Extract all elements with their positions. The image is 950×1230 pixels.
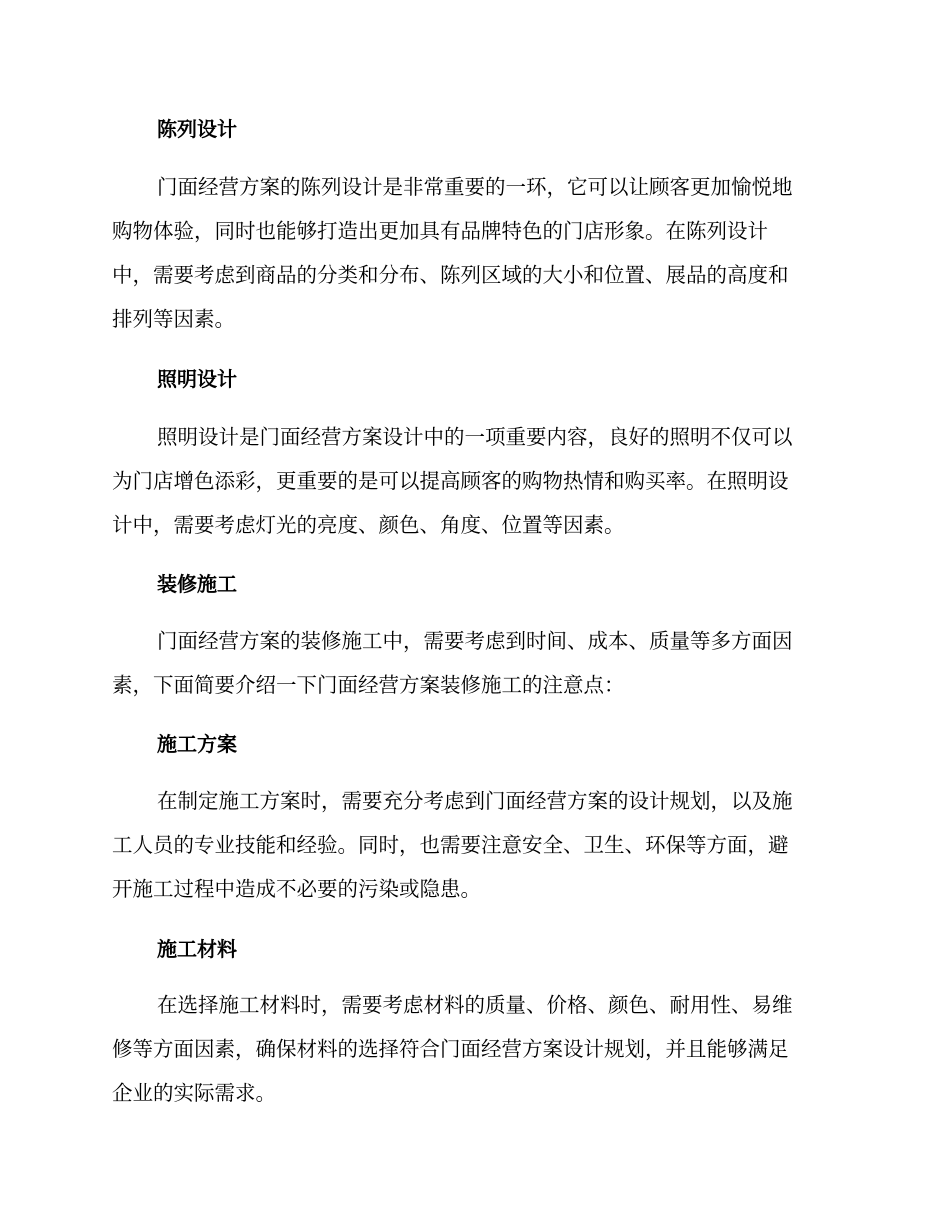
section-heading: 照明设计 xyxy=(157,367,237,391)
paragraph-line: 在制定施工方案时，需要充分考虑到门面经营方案的设计规划，以及施 xyxy=(157,789,793,813)
paragraph-line: 计中，需要考虑灯光的亮度、颜色、角度、位置等因素。 xyxy=(112,513,625,537)
section-paragraph xyxy=(112,415,842,547)
paragraph-line: 中，需要考虑到商品的分类和分布、陈列区域的大小和位置、展品的高度和 xyxy=(112,263,789,287)
paragraph-line: 工人员的专业技能和经验。同时，也需要注意安全、卫生、环保等方面，避 xyxy=(112,833,789,857)
section-heading: 施工方案 xyxy=(157,732,237,756)
section-heading: 施工材料 xyxy=(157,937,237,961)
section-paragraph xyxy=(112,983,842,1115)
paragraph-line: 为门店增色添彩，更重要的是可以提高顾客的购物热情和购买率。在照明设 xyxy=(112,469,789,493)
paragraph-line: 购物体验，同时也能够打造出更加具有品牌特色的门店形象。在陈列设计 xyxy=(112,219,768,243)
section-paragraph xyxy=(112,619,842,707)
section-heading: 陈列设计 xyxy=(157,117,237,141)
paragraph-line: 在选择施工材料时，需要考虑材料的质量、价格、颜色、耐用性、易维 xyxy=(157,993,793,1017)
paragraph-line: 门面经营方案的装修施工中，需要考虑到时间、成本、质量等多方面因 xyxy=(157,629,793,653)
section-paragraph xyxy=(112,779,842,911)
paragraph-line: 照明设计是门面经营方案设计中的一项重要内容，良好的照明不仅可以 xyxy=(157,425,793,449)
paragraph-line: 素，下面简要介绍一下门面经营方案装修施工的注意点： xyxy=(112,673,625,697)
paragraph-line: 修等方面因素，确保材料的选择符合门面经营方案设计规划，并且能够满足 xyxy=(112,1037,789,1061)
section-paragraph xyxy=(112,165,842,341)
section-heading: 装修施工 xyxy=(157,572,237,596)
paragraph-line: 门面经营方案的陈列设计是非常重要的一环，它可以让顾客更加愉悦地 xyxy=(157,175,793,199)
paragraph-line: 企业的实际需求。 xyxy=(112,1081,276,1105)
paragraph-line: 排列等因素。 xyxy=(112,307,235,331)
paragraph-line: 开施工过程中造成不必要的污染或隐患。 xyxy=(112,877,481,901)
